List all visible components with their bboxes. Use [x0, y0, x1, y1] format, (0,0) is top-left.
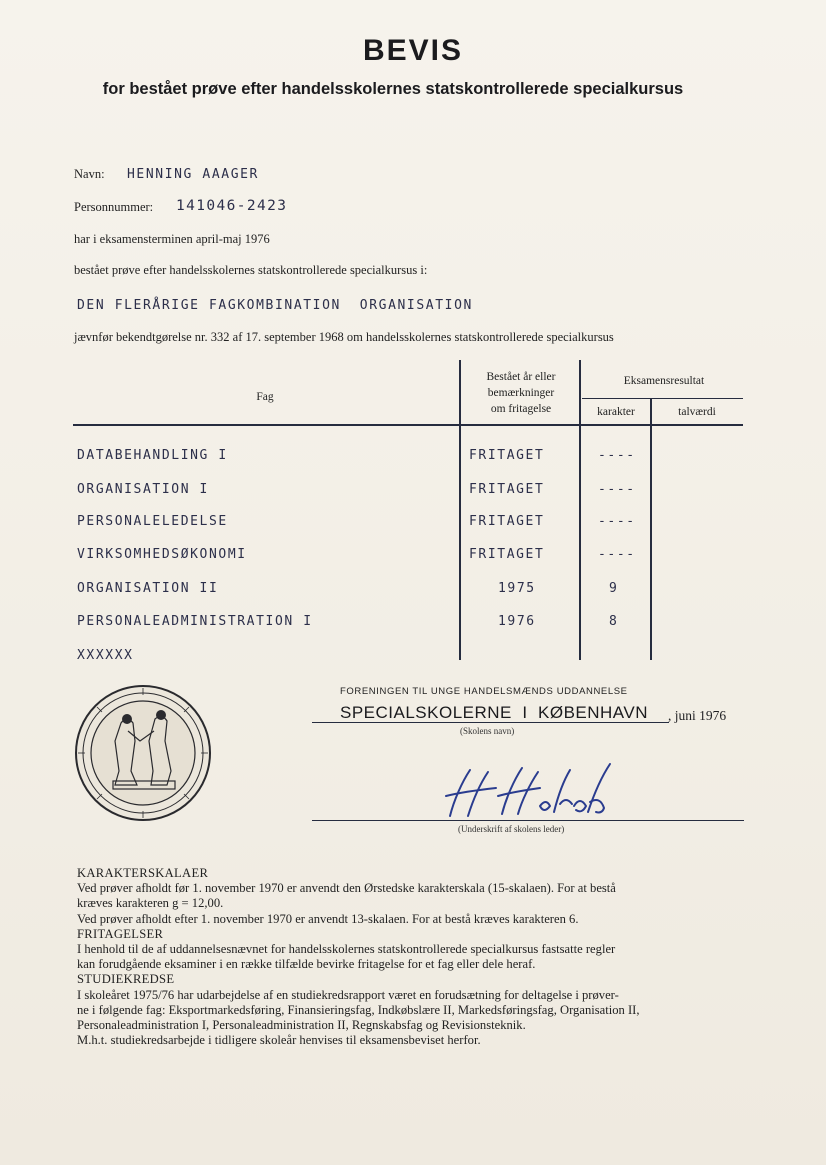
row-fag: VIRKSOMHEDSØKONOMI: [77, 547, 247, 562]
issue-date: , juni 1976: [668, 708, 727, 723]
row-year: FRITAGET: [469, 448, 545, 463]
cpr-label: Personnummer:: [74, 200, 154, 214]
notes-heading-fritagelser: FRITAGELSER: [77, 926, 164, 941]
header-karakter: karakter: [597, 406, 635, 418]
document-title: BEVIS: [362, 34, 464, 67]
row-fag: DATABEHANDLING I: [77, 448, 228, 463]
notes-text: M.h.t. studiekredsarbejde i tidligere skoleår henvises til eksamensbeviset herfor.: [77, 1033, 481, 1048]
signature: [440, 758, 630, 828]
notes-text: kan forudgående eksaminer i en række tilfælde bevirke fritagelse for et fag eller dele heraf.: [77, 957, 536, 972]
row-fag: PERSONALELEDELSE: [77, 514, 228, 529]
column-divider-2: [579, 360, 581, 660]
row-karakter: 9: [609, 581, 619, 596]
header-year: [462, 369, 580, 417]
table-header-rule: [73, 424, 743, 426]
notes-heading-studiekredse: STUDIEKREDSE: [77, 972, 175, 987]
row-year: 1975: [498, 581, 536, 596]
row-fag: PERSONALEADMINISTRATION I: [77, 614, 313, 629]
notes-text: kræves karakteren g = 12,00.: [77, 896, 224, 911]
name-value: HENNING AAAGER: [127, 167, 259, 182]
notes-heading-karakterskalaer: KARAKTERSKALAER: [77, 866, 209, 880]
row-year: FRITAGET: [469, 514, 545, 529]
row-fag: XXXXXX: [77, 648, 134, 663]
row-fag: ORGANISATION II: [77, 581, 219, 596]
course-value: DEN FLERÅRIGE FAGKOMBINATION ORGANISATION: [77, 298, 473, 313]
result-subheader-rule: [582, 398, 743, 399]
row-karakter: 8: [609, 614, 619, 629]
notes-text: I skoleåret 1975/76 har udarbejdelse af en studiekredsrapport været en forudsætning for deltagelse i prøver-: [77, 987, 619, 1002]
row-karakter: ----: [598, 482, 636, 497]
row-year: FRITAGET: [469, 547, 545, 562]
column-divider-3: [650, 398, 652, 660]
school-name: SPECIALSKOLERNE I KØBENHAVN: [340, 703, 648, 722]
notes-text: I henhold til de af uddannelsesnævnet for handelsskolernes statskontrollerede specialkursus fastsatte regler: [77, 942, 616, 957]
school-name-caption: (Skolens navn): [460, 726, 515, 736]
row-karakter: ----: [598, 448, 636, 463]
notes-text: Ved prøver afholdt efter 1. november 1970 er anvendt 13-skalaen. For at bestå kræves karakteren 6.: [77, 911, 579, 926]
document-subtitle: for bestået prøve efter handelsskolernes statskontrollerede specialkursus: [102, 80, 684, 98]
row-year: 1976: [498, 614, 536, 629]
notes-text: Personaleadministration I, Personaleadministration II, Regnskabsfag og Revisionsteknik.: [77, 1018, 526, 1033]
school-name-rule: [312, 722, 669, 723]
passed-text: bestået prøve efter handelsskolernes statskontrollerede specialkursus i:: [74, 263, 428, 277]
row-fag: ORGANISATION I: [77, 482, 209, 497]
row-karakter: ----: [598, 547, 636, 562]
header-result: Eksamensresultat: [623, 375, 705, 387]
notes-section: [77, 866, 757, 1048]
cpr-value: 141046-2423: [176, 198, 288, 214]
header-fag: Fag: [256, 391, 274, 403]
school-seal-icon: [73, 683, 213, 823]
association-name: FORENINGEN TIL UNGE HANDELSMÆNDS UDDANNELSE: [340, 686, 628, 697]
header-talvaerdi: talværdi: [678, 406, 716, 418]
header-year-line3: om fritagelse: [490, 403, 552, 415]
name-label: Navn:: [74, 167, 105, 181]
signature-caption: (Underskrift af skolens leder): [458, 824, 565, 834]
row-year: FRITAGET: [469, 482, 545, 497]
signature-rule: [312, 820, 744, 821]
column-divider-1: [459, 360, 461, 660]
notes-text: Ved prøver afholdt før 1. november 1970 er anvendt den Ørstedske karakterskala (15-skalaen). For at bestå: [77, 881, 616, 896]
header-year-line2: bemærkninger: [487, 387, 555, 399]
header-year-line1: Bestået år eller: [486, 371, 556, 383]
notes-text: ne i følgende fag: Eksportmarkedsføring, Finansieringsfag, Indkøbslære II, Markedsføringsfag, Organisation II,: [77, 1002, 640, 1017]
term-text: har i eksamensterminen april-maj 1976: [74, 232, 270, 246]
row-karakter: ----: [598, 514, 636, 529]
regulation-text: jævnfør bekendtgørelse nr. 332 af 17. september 1968 om handelsskolernes statskontrollerede specialkursus: [74, 330, 614, 344]
